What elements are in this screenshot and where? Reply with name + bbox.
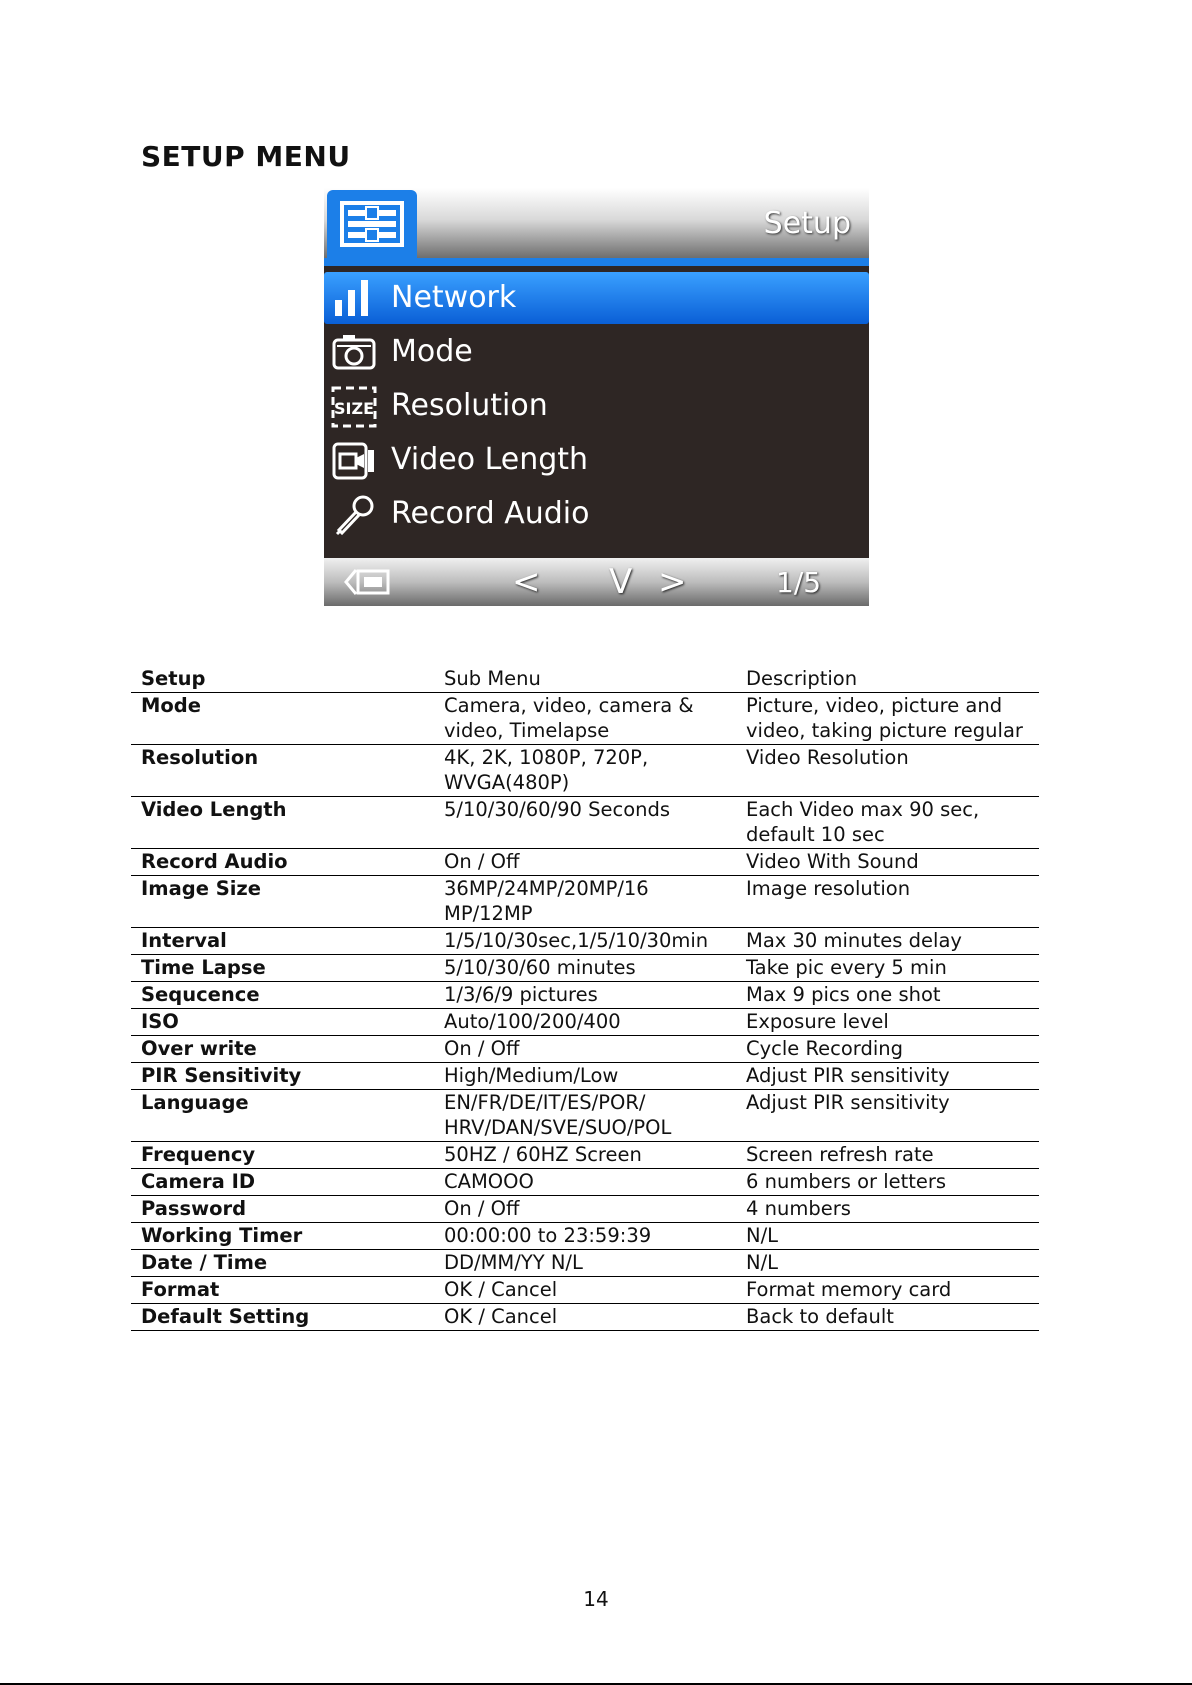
description-cell: Max 30 minutes delay	[746, 929, 962, 952]
description-cell: Each Video max 90 sec, default 10 sec	[746, 798, 980, 846]
svg-text:SIZE: SIZE	[333, 399, 375, 418]
right-arrow-button[interactable]: >	[658, 562, 687, 602]
sub-menu-cell: 4K, 2K, 1080P, 720P, WVGA(480P)	[444, 746, 649, 794]
setup-cell: Format	[141, 1278, 220, 1301]
table-row	[131, 1196, 1039, 1223]
menu-label: Video Length	[391, 442, 589, 477]
setup-cell: Password	[141, 1197, 247, 1220]
setup-cell: Frequency	[141, 1143, 256, 1166]
table-row	[131, 928, 1039, 955]
sub-menu-cell: 5/10/30/60 minutes	[444, 956, 636, 979]
setup-cell: Interval	[141, 929, 227, 952]
setup-cell: Resolution	[141, 746, 259, 769]
header-description: Description	[746, 667, 858, 690]
sub-menu-cell: Camera, video, camera & video, Timelapse	[444, 694, 694, 742]
sub-menu-cell: 00:00:00 to 23:59:39	[444, 1224, 652, 1247]
setup-cell: Over write	[141, 1037, 257, 1060]
sub-menu-cell: OK / Cancel	[444, 1305, 558, 1328]
sub-menu-cell: OK / Cancel	[444, 1278, 558, 1301]
setup-menu-icon	[340, 201, 404, 247]
setup-cell: Language	[141, 1091, 249, 1114]
description-cell: Image resolution	[746, 877, 911, 900]
sub-menu-cell: EN/FR/DE/IT/ES/POR/ HRV/DAN/SVE/SUO/POL	[444, 1091, 672, 1139]
table-row	[131, 1223, 1039, 1250]
description-cell: Adjust PIR sensitivity	[746, 1091, 950, 1114]
header-divider	[324, 258, 869, 266]
description-cell: Picture, video, picture and video, taking picture regular	[746, 694, 1023, 742]
menu-label: Mode	[391, 334, 473, 369]
table-row	[131, 1090, 1039, 1142]
menu-item-record-audio[interactable]	[324, 488, 869, 540]
table-row	[131, 955, 1039, 982]
description-cell: Video Resolution	[746, 746, 909, 769]
table-row	[131, 876, 1039, 928]
description-cell: N/L	[746, 1224, 779, 1247]
camera-mode-icon	[331, 332, 377, 374]
table-row	[131, 693, 1039, 745]
description-cell: Video With Sound	[746, 850, 919, 873]
page-indicator: 1/5	[776, 566, 822, 599]
table-row	[131, 1009, 1039, 1036]
description-cell: Screen refresh rate	[746, 1143, 934, 1166]
table-row	[131, 1063, 1039, 1090]
table-row	[131, 1142, 1039, 1169]
setup-menu-table	[131, 666, 1039, 1331]
table-row	[131, 745, 1039, 797]
description-cell: 4 numbers	[746, 1197, 851, 1220]
sub-menu-cell: DD/MM/YY N/L	[444, 1251, 583, 1274]
left-arrow-button[interactable]: <	[512, 562, 541, 602]
description-cell: Adjust PIR sensitivity	[746, 1064, 950, 1087]
table-row	[131, 982, 1039, 1009]
setup-cell: Record Audio	[141, 850, 288, 873]
description-cell: N/L	[746, 1251, 779, 1274]
menu-item-video-length[interactable]	[324, 434, 869, 486]
header-sub-menu: Sub Menu	[444, 667, 541, 690]
sub-menu-cell: 5/10/30/60/90 Seconds	[444, 798, 671, 821]
screen-footer	[324, 558, 869, 606]
screen-header	[324, 188, 869, 258]
sub-menu-cell: On / Off	[444, 850, 520, 873]
menu-label: Record Audio	[391, 496, 590, 531]
setup-cell: Default Setting	[141, 1305, 310, 1328]
signal-bars-icon	[331, 278, 377, 320]
menu-item-resolution[interactable]	[324, 380, 869, 432]
menu-item-network[interactable]	[324, 272, 869, 324]
camera-setup-screen	[324, 188, 869, 606]
description-cell: Cycle Recording	[746, 1037, 904, 1060]
description-cell: Exposure level	[746, 1010, 889, 1033]
sub-menu-cell: On / Off	[444, 1197, 520, 1220]
down-arrow-button[interactable]: V	[609, 562, 633, 602]
table-body	[131, 693, 1039, 1331]
screen-title: Setup	[763, 206, 851, 241]
sub-menu-cell: On / Off	[444, 1037, 520, 1060]
menu-label: Resolution	[391, 388, 548, 423]
sub-menu-cell: 1/3/6/9 pictures	[444, 983, 598, 1006]
menu-item-mode[interactable]	[324, 326, 869, 378]
setup-cell: Camera ID	[141, 1170, 256, 1193]
table-row	[131, 797, 1039, 849]
setup-tab[interactable]	[327, 190, 417, 258]
size-icon	[331, 386, 377, 428]
page-number: 14	[583, 1587, 609, 1611]
setup-cell: PIR Sensitivity	[141, 1064, 302, 1087]
setup-cell: Date / Time	[141, 1251, 268, 1274]
sub-menu-cell: 1/5/10/30sec,1/5/10/30min	[444, 929, 709, 952]
header-setup: Setup	[141, 667, 206, 690]
setup-cell: Video Length	[141, 798, 287, 821]
sub-menu-cell: Auto/100/200/400	[444, 1010, 621, 1033]
sub-menu-cell: CAMOOO	[444, 1170, 534, 1193]
setup-cell: Image Size	[141, 877, 262, 900]
description-cell: Max 9 pics one shot	[746, 983, 941, 1006]
table-row	[131, 1169, 1039, 1196]
table-row	[131, 1250, 1039, 1277]
microphone-icon	[331, 494, 377, 536]
sub-menu-cell: 50HZ / 60HZ Screen	[444, 1143, 642, 1166]
setup-cell: ISO	[141, 1010, 179, 1033]
sub-menu-cell: High/Medium/Low	[444, 1064, 619, 1087]
table-row	[131, 1036, 1039, 1063]
page-title: SETUP MENU	[141, 140, 351, 173]
setup-cell: Mode	[141, 694, 201, 717]
setup-cell: Working Timer	[141, 1224, 303, 1247]
table-header-row	[131, 666, 1039, 693]
description-cell: 6 numbers or letters	[746, 1170, 947, 1193]
table-row	[131, 1304, 1039, 1331]
menu-label: Network	[391, 280, 517, 315]
description-cell: Take pic every 5 min	[746, 956, 947, 979]
description-cell: Back to default	[746, 1305, 894, 1328]
sub-menu-cell: 36MP/24MP/20MP/16 MP/12MP	[444, 877, 649, 925]
setup-cell: Sequcence	[141, 983, 260, 1006]
back-icon[interactable]	[344, 568, 392, 596]
description-cell: Format memory card	[746, 1278, 952, 1301]
video-camera-icon	[331, 440, 377, 482]
setup-cell: Time Lapse	[141, 956, 266, 979]
table-row	[131, 849, 1039, 876]
table-row	[131, 1277, 1039, 1304]
